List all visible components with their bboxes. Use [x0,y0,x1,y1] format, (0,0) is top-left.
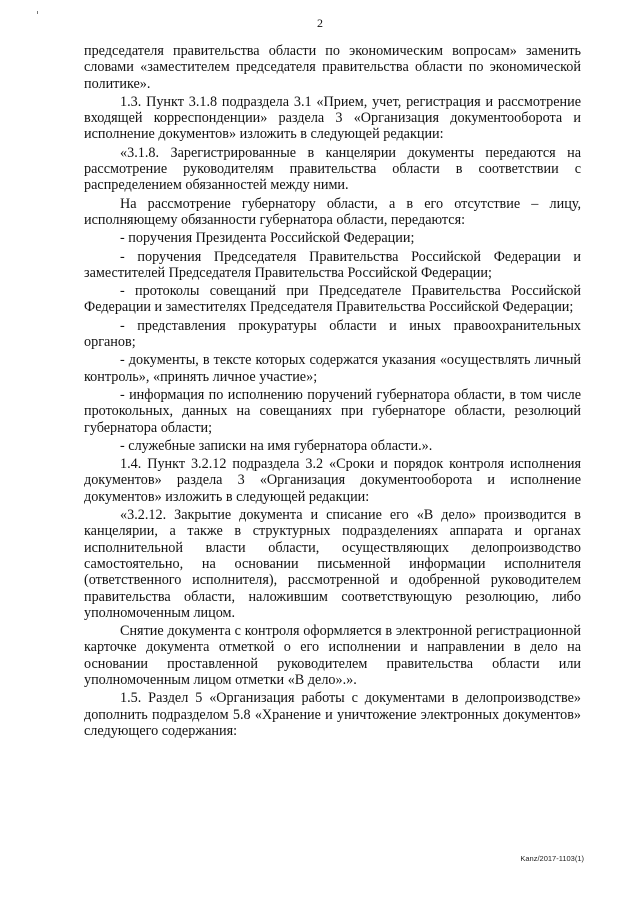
paragraph-3-1-8: «3.1.8. Зарегистрированные в канцелярии документы передаются на рассмотрение руководителям правительства области в соответствии с распределением обязанностей между ними. [84,144,581,194]
paragraph-control-removal: Снятие документа с контроля оформляется в электронной регистрационной карточке документа отметкой о его исполнении и направлении в дело на основании проставленной руководителем правительства области или уполномоченным лицом отметки «В дело».». [84,623,581,688]
list-item: - представления прокуратуры области и иных правоохранительных органов; [84,317,581,351]
paragraph-governor-review: На рассмотрение губернатору области, а в его отсутствие – лицу, исполняющему обязанности губернатора области, передаются: [84,195,581,228]
list-item: - протоколы совещаний при Председателе Правительства Российской Федерации и заместителях Председателя Правительства Российской Федерации; [84,283,581,316]
list-item: - поручения Президента Российской Федерации; [120,230,415,247]
paragraph-item-1-3: 1.3. Пункт 3.1.8 подраздела 3.1 «Прием, учет, регистрация и рассмотрение входящей корреспонденции» раздела 3 «Организация документооборота и исполнение документов» изложить в следующей редакции: [84,93,581,143]
document-body [84,43,581,741]
document-code: Kanz/2017-1103(1) [520,854,584,863]
paragraph-3-2-12: «3.2.12. Закрытие документа и списание его «В дело» производится в канцелярии, а также в структурных подразделениях аппарата и органах исполнительной власти области, осуществляющих делопроизводство самостоятельно, на основании письменной информации исполнителя (ответственного исполнителя), рассмотренной и одобренной руководителем правительства области, наложившим соответствующую резолюцию, либо уполномоченным лицом. [84,507,581,621]
list-item: - информация по исполнению поручений губернатора области, в том числе протокольных, данных на совещаниях при губернаторе области, резолюций губернатора области; [84,386,581,436]
list-item: - поручения Председателя Правительства Российской Федерации и заместителей Председателя Правительства Российской Федерации; [84,248,581,281]
paragraph-item-1-5: 1.5. Раздел 5 «Организация работы с документами в делопроизводстве» дополнить подразделом 5.8 «Хранение и уничтожение электронных документов» следующего содержания: [84,690,581,739]
page-number: 2 [317,16,323,30]
list-item: - документы, в тексте которых содержатся указания «осуществлять личный контроль», «принять личное участие»; [84,352,581,385]
scan-mark [37,11,38,14]
list-item: - служебные записки на имя губернатора области.». [120,437,433,454]
paragraph-intro-continuation: председателя правительства области по экономическим вопросам» заменить словами «заместителем председателя правительства области по экономической политике». [84,43,581,92]
paragraph-item-1-4: 1.4. Пункт 3.2.12 подраздела 3.2 «Сроки и порядок контроля исполнения документов» раздела 3 «Организация документооборота и исполнение документов» изложить в следующей редакции: [84,456,581,505]
